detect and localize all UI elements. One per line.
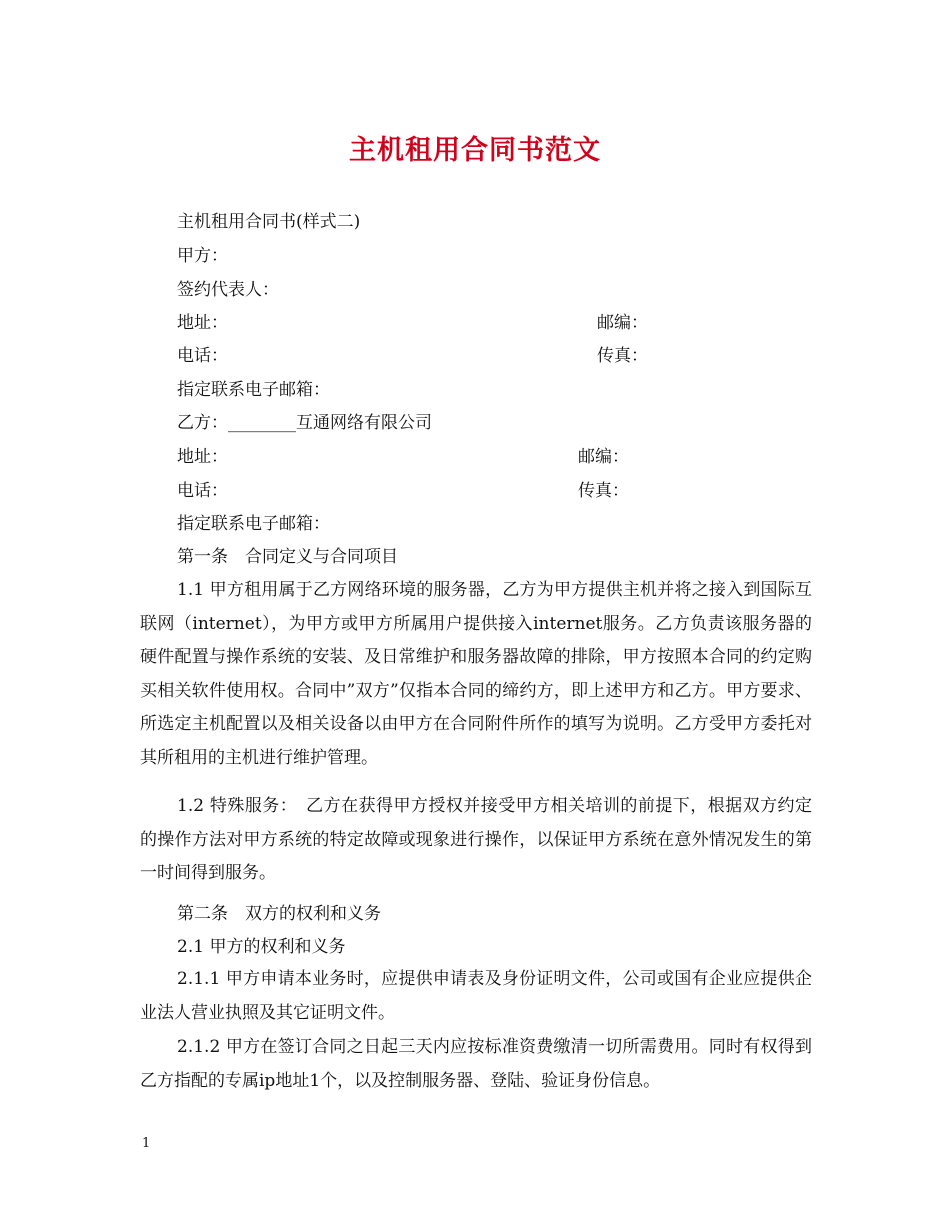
party-a-email-label: 指定联系电子邮箱：: [177, 380, 330, 400]
contract-subtitle: 主机租用合同书(样式二): [177, 212, 361, 232]
page-number: 1: [142, 1136, 151, 1151]
document-title: 主机租用合同书范文: [349, 135, 601, 166]
party-b-fax-label: 传真：: [578, 481, 629, 501]
clause-1-1: 1.1 甲方租用属于乙方网络环境的服务器，乙方为甲方提供主机并将之接入到国际互联网（internet），为甲方或甲方所属用户提供接入internet服务。乙方负责该服务器的硬件配置与操作系统的安装、及日常维护和服务器故障的排除，甲方按照本合同的约定购买相关软件使用权。合同中”双方”仅指本合同的缔约方，即上述甲方和乙方。甲方要求、所选定主机配置以及相关设备以由甲方在合同附件所作的填写为说明。乙方受甲方委托对其所租用的主机进行维护管理。: [140, 580, 812, 768]
party-b-phone-label: 电话：: [177, 481, 228, 501]
article-1-heading: 第一条 合同定义与合同项目: [177, 547, 398, 567]
section-2-1-heading: 2.1 甲方的权利和义务: [177, 937, 346, 957]
party-b-label: 乙方：________互通网络有限公司: [177, 413, 432, 433]
clause-2-1-2: 2.1.2 甲方在签订合同之日起三天内应按标准资费缴清一切所需费用。同时有权得到乙方指配的专属ip地址1个，以及控制服务器、登陆、验证身份信息。: [140, 1037, 812, 1091]
party-a-postcode-label: 邮编：: [597, 313, 648, 333]
party-a-label: 甲方：: [177, 246, 228, 266]
party-b-email-label: 指定联系电子邮箱：: [177, 514, 330, 534]
clause-2-1-1: 2.1.1 甲方申请本业务时，应提供申请表及身份证明文件，公司或国有企业应提供企业法人营业执照及其它证明文件。: [140, 969, 812, 1023]
article-2-heading: 第二条 双方的权利和义务: [177, 904, 381, 924]
party-a-fax-label: 传真：: [597, 346, 648, 366]
party-b-address-label: 地址：: [177, 447, 228, 467]
clause-1-2: 1.2 特殊服务： 乙方在获得甲方授权并接受甲方相关培训的前提下，根据双方约定的操作方法对甲方系统的特定故障或现象进行操作，以保证甲方系统在意外情况发生的第一时间得到服务。: [140, 796, 812, 883]
party-a-address-label: 地址：: [177, 313, 228, 333]
signatory-label: 签约代表人：: [177, 280, 279, 300]
party-a-phone-label: 电话：: [177, 346, 228, 366]
party-b-postcode-label: 邮编：: [578, 447, 629, 467]
